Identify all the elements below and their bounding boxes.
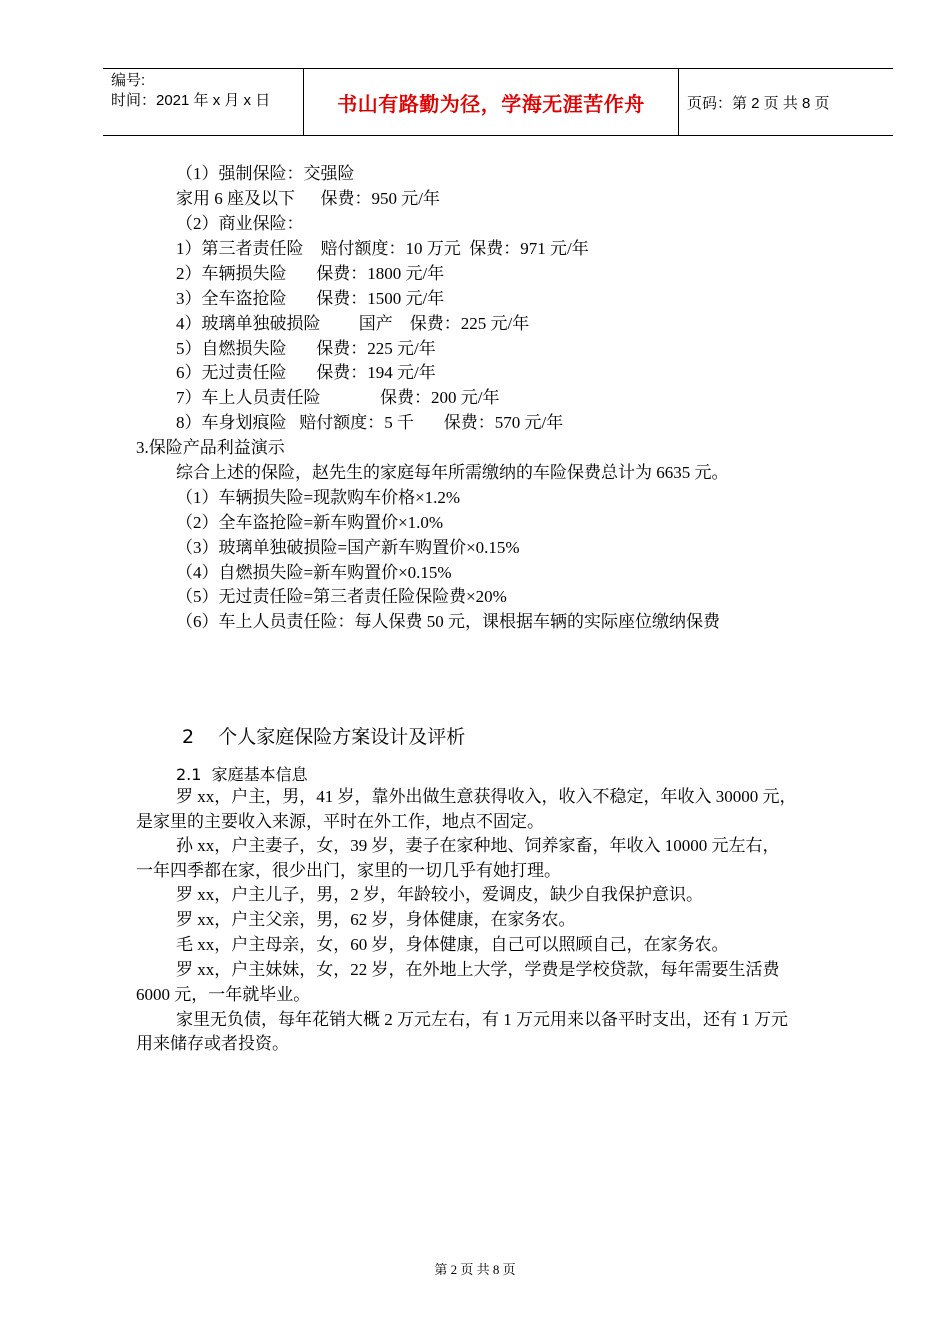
document-time-label: 时间：2021 年 x 月 x 日 <box>111 92 271 109</box>
body-line: 家里无负债，每年花销大概 2 万元左右，有 1 万元用来以备平时支出，还有 1 万元 <box>176 1010 788 1029</box>
text-line: 4）玻璃单独破损险 国产 保费：225 元/年 <box>176 314 530 333</box>
page-footer <box>0 1259 950 1278</box>
document-number-label: 编号: <box>111 72 146 89</box>
body-line: 罗 xx，户主妹妹，女，22 岁，在外地上大学，学费是学校贷款，每年需要生活费 <box>176 960 780 979</box>
text-line: （2）全车盗抢险=新车购置价×1.0% <box>176 513 444 532</box>
text-line: （3）玻璃单独破损险=国产新车购置价×0.15% <box>176 538 520 557</box>
text-line: 2）车辆损失险 保费：1800 元/年 <box>176 264 445 283</box>
body-line: 是家里的主要收入来源，平时在外工作，地点不固定。 <box>136 812 544 831</box>
text-line: （6）车上人员责任险：每人保费 50 元，课根据车辆的实际座位缴纳保费 <box>176 612 720 631</box>
header-motto: 书山有路勤为径，学海无涯苦作舟 <box>304 69 679 135</box>
header-meta <box>103 69 304 135</box>
text-line: 3）全车盗抢险 保费：1500 元/年 <box>176 289 445 308</box>
text-line: 7）车上人员责任险 保费：200 元/年 <box>176 388 500 407</box>
body-line: 罗 xx，户主父亲，男，62 岁，身体健康，在家务农。 <box>176 910 576 929</box>
section-heading: 2 个人家庭保险方案设计及评析 <box>182 726 466 748</box>
text-line: 综合上述的保险，赵先生的家庭每年所需缴纳的车险保费总计为 6635 元。 <box>176 463 729 482</box>
body-line: 毛 xx，户主母亲，女，60 岁，身体健康，自己可以照顾自己，在家务农。 <box>176 935 729 954</box>
header-page-number: 页码：第 2 页 共 8 页 <box>687 94 830 112</box>
footer-page-number: 第 2 页 共 8 页 <box>434 1262 516 1277</box>
body-line: 一年四季都在家，很少出门，家里的一切几乎有她打理。 <box>136 861 561 880</box>
body-line: 罗 xx，户主，男，41 岁，靠外出做生意获得收入，收入不稳定，年收入 30000 元， <box>176 787 797 806</box>
body-line: 用来储存或者投资。 <box>136 1034 289 1053</box>
text-line: 8）车身划痕险 赔付额度：5 千 保费：570 元/年 <box>176 413 564 432</box>
subsection-heading: 2.1 家庭基本信息 <box>176 765 308 784</box>
text-line: （4）自燃损失险=新车购置价×0.15% <box>176 563 452 582</box>
text-line: 1）第三者责任险 赔付额度：10 万元 保费：971 元/年 <box>176 239 589 258</box>
text-line: （1）车辆损失险=现款购车价格×1.2% <box>176 488 461 507</box>
text-line: 5）自燃损失险 保费：225 元/年 <box>176 339 436 358</box>
body-line: 6000 元，一年就毕业。 <box>136 985 311 1004</box>
text-line: 3.保险产品利益演示 <box>136 438 285 457</box>
text-line: 6）无过责任险 保费：194 元/年 <box>176 363 436 382</box>
text-line: （2）商业保险： <box>176 214 304 233</box>
body-line: 罗 xx，户主儿子，男，2 岁，年龄较小，爱调皮，缺少自我保护意识。 <box>176 885 703 904</box>
text-line: （5）无过责任险=第三者责任险保险费×20% <box>176 587 507 606</box>
page-header <box>103 68 893 136</box>
text-line: 家用 6 座及以下 保费：950 元/年 <box>176 189 440 208</box>
body-line: 孙 xx，户主妻子，女，39 岁，妻子在家种地、饲养家畜，年收入 10000 元左右， <box>176 836 780 855</box>
text-line: （1）强制保险：交强险 <box>176 164 355 183</box>
